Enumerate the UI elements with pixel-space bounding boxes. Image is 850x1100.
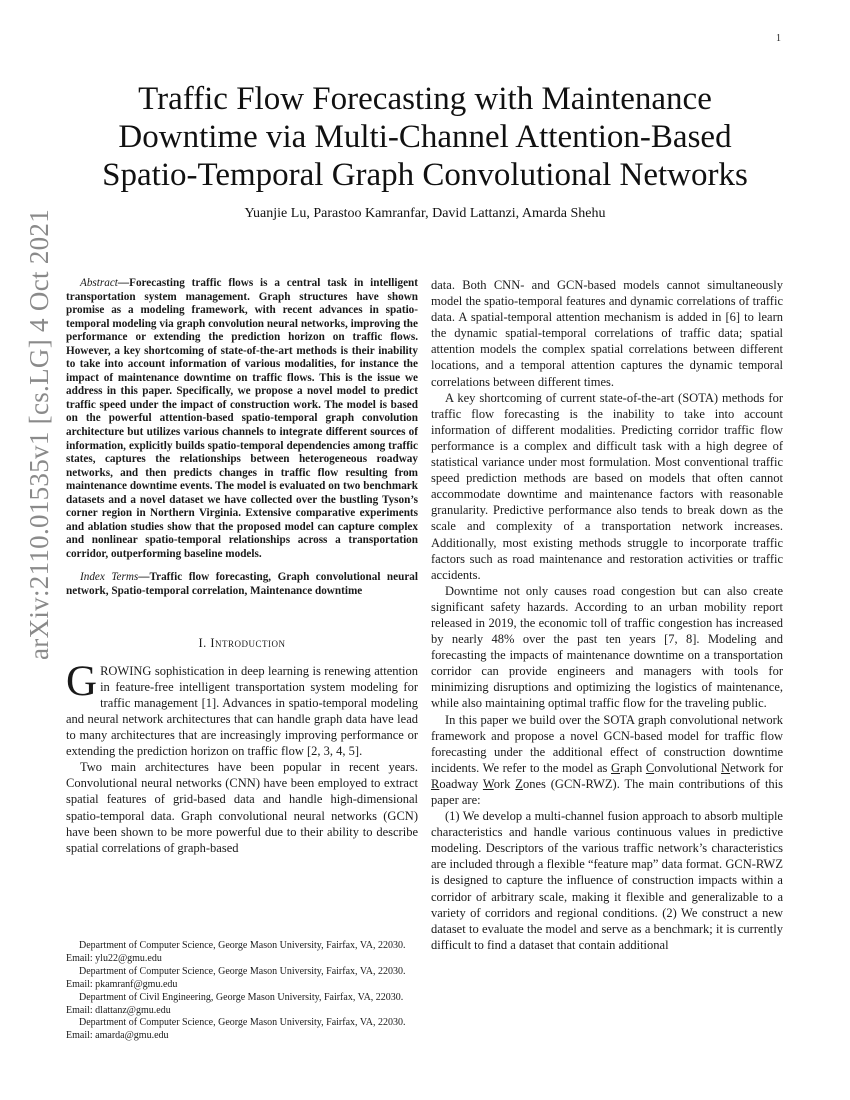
body-text: (GCN-RWZ). The main contributions of this paper are: (431, 776, 784, 807)
index-terms-lead: Index Terms (80, 571, 139, 584)
intro-paragraph (66, 657, 418, 760)
section-number: I. (198, 635, 207, 650)
body-paragraph: A key shortcoming of current state-of-the-art (SOTA) methods for traffic flow forecasting is the inability to take into account information of different modalities. Predicting corridor traffic flow performance is a complex and difficult task with a high degree of statistical variance under most formulation. Most conventional traffic speed prediction methods are based on models that often cannot accommodate downtime and maintenance factors with reasonable granularity. Predictive performance also tends to break down as the scale and complexity of a transportation network increases. Additionally, most existing methods struggle to incorporate traffic factors such as road maintenance and restoration activities or traffic accidents. (431, 390, 783, 582)
arxiv-identifier-stamp[interactable]: arXiv:2110.01535v1 [cs.LG] 4 Oct 2021 (24, 208, 54, 660)
section-heading (66, 635, 418, 651)
body-text: etwork for (730, 760, 783, 775)
abstract-text: —Forecasting traffic flows is a central task in intelligent transportation system management. Graph structures have shown promise as a modeling framework, with recent advances in spatio-temporal modeling via graph convolution neural networks, improving the performance or extending the prediction horizon on traffic flows. However, a key shortcoming of state-of-the-art methods is their inability to take into account information of various modalities, for instance the impact of maintenance downtime on traffic flows. This is the issue we address in this paper. Specifically, we propose a novel model to predict traffic speed under the impact of construction work. The model is based on the powerful attention-based spatio-temporal graph convolution architecture but utilizes various channels to integrate different sources of information, explicitly builds spatio-temporal dependencies among traffic states, captures the relationships between heterogeneous roadway networks, and then predicts changes in traffic flow resulting from maintenance downtime events. The model is evaluated on two benchmark datasets and a novel dataset we have collected over the bustling Tyson’s corner region in Northern Virginia. Extensive comparative experiments and ablation studies show that the proposed model can capture complex and nonlinear spatio-temporal relationships across a transportation corridor, outperforming baseline models. (66, 277, 418, 560)
abstract-lead: Abstract (80, 277, 118, 289)
body-text: raph (620, 760, 646, 775)
page-number: 1 (776, 33, 781, 44)
paper-title (80, 80, 770, 194)
footnote: Department of Computer Science, George Mason University, Fairfax, VA, 22030. Email: ylu22@gmu.edu (66, 940, 406, 964)
index-terms (66, 571, 418, 598)
intro-paragraph-text: ROWING sophistication in deep learning is renewing attention in feature-free intelligent transportation system modeling for traffic management [1]. Advances in spatio-temporal modeling and neural network architectures that can handle graph data have lead to many architectures that are increasingly improving performance or extending the prediction horizon on traffic flow [2, 3, 4, 5]. (66, 663, 418, 759)
body-text: ones (522, 776, 546, 791)
acronym-letter: N (721, 760, 731, 775)
author-list: Yuanjie Lu, Parastoo Kamranfar, David Lattanzi, Amarda Shehu (244, 206, 606, 221)
section-title: Introduction (210, 635, 286, 650)
drop-cap-letter: G (66, 657, 98, 705)
index-terms-text: —Traffic flow forecasting, Graph convolutional neural network, Spatio-temporal correlation, Maintenance downtime (66, 571, 419, 598)
left-column (66, 277, 418, 856)
title-line: Spatio-Temporal Graph Convolutional Networks (102, 157, 748, 193)
author-affiliation-footnotes (66, 940, 418, 1043)
body-paragraph: data. Both CNN- and GCN-based models cannot simultaneously model the spatio-temporal features and dynamic correlations of traffic data. A spatial-temporal attention mechanism is added in [6] to learn the dynamic spatial-temporal correlations of traffic data; spatial attention models the complex spatial correlations between different locations, and a temporal attention captures the dynamic temporal correlations between different times. (431, 278, 783, 389)
body-paragraph (431, 712, 783, 809)
title-line: Traffic Flow Forecasting with Maintenance (138, 81, 712, 117)
right-column (431, 277, 783, 953)
footnote: Department of Computer Science, George Mason University, Fairfax, VA, 22030. Email: amarda@gmu.edu (66, 1017, 406, 1042)
body-text: ork (493, 776, 516, 791)
acronym-letter: G (611, 760, 621, 775)
body-text: onvolutional (654, 760, 722, 775)
acronym-letter: C (645, 760, 655, 775)
acronym-letter: W (482, 776, 494, 791)
body-text: oadway (439, 776, 483, 791)
abstract (66, 277, 418, 561)
acronym-letter: R (431, 776, 440, 791)
title-line: Downtime via Multi-Channel Attention-Based (118, 119, 732, 155)
footnote: Department of Civil Engineering, George Mason University, Fairfax, VA, 22030. Email: dlattanz@gmu.edu (66, 991, 404, 1016)
body-paragraph: (1) We develop a multi-channel fusion approach to absorb multiple characteristics and handle various continuous values in predictive modeling. Descriptors of the various traffic network’s characteristics are included through a flexible “feature map” data format. GCN-RWZ is designed to capture the influence of construction impacts within a corridor of arbitrary scale, making it flexible and generalizable to a variety of corridors and regional conditions. (2) We construct a new dataset to evaluate the model and serve as a benchmark; it is currently difficult to find a dataset that contain additional (431, 809, 783, 952)
body-text: In this paper we build over the SOTA graph convolutional network framework and propose a novel GCN-based model for traffic flow forecasting under the additional effect of construction downtime incidents. We refer to the model as (431, 712, 783, 775)
body-paragraph: Downtime not only causes road congestion but can also create significant safety hazards. According to an urban mobility report released in 2019, the economic toll of traffic congestion has increased by nearly 48% over the past ten years [7, 8]. Modeling and forecasting the impacts of maintenance downtime on a transportation corridor can provide engineers and managers with tools for minimizing disruptions and optimizing the logistics of maintenance, while also maintaining optimal traffic flow for the traveling public. (431, 583, 783, 711)
footnote: Department of Computer Science, George Mason University, Fairfax, VA, 22030. Email: pkamranf@gmu.edu (66, 965, 406, 990)
acronym-letter: Z (515, 776, 523, 791)
intro-paragraph: Two main architectures have been popular in recent years. Convolutional neural networks (CNN) have been employed to extract spatial features of grid-based data and handle high-dimensional spatio-temporal data. Graph convolutional neural networks (GCN) have been shown to be more powerful due to their ability to describe spatial correlations of graph-based (66, 760, 418, 855)
